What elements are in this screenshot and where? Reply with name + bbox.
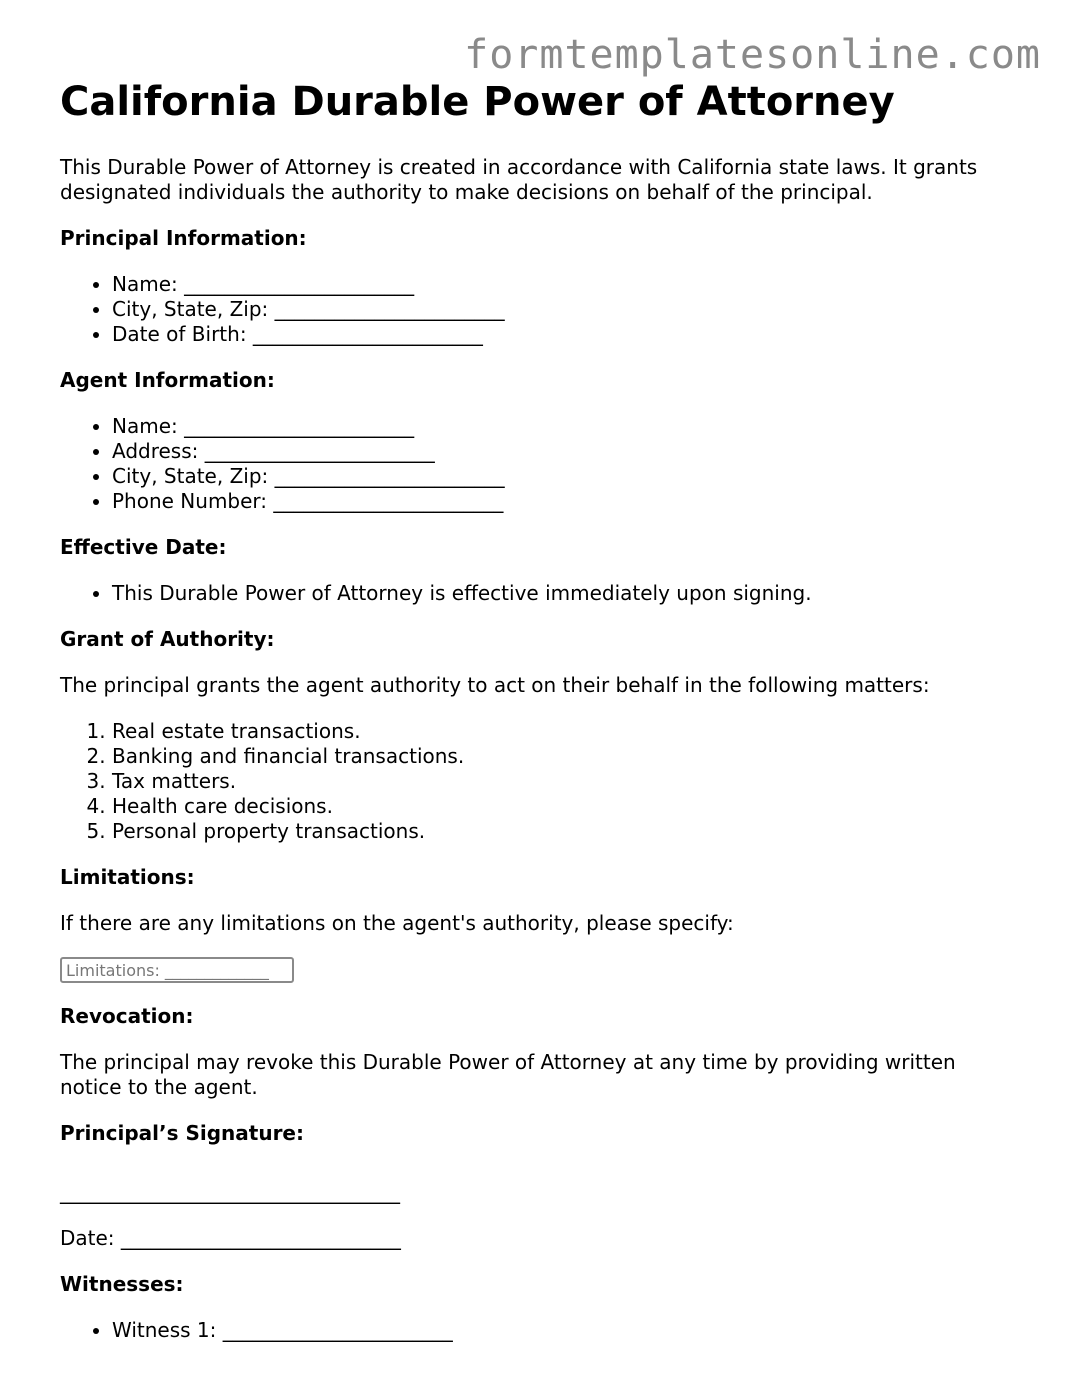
signature-date-line: Date: ____________________________: [60, 1226, 401, 1250]
list-item: • Address: _______________________: [112, 439, 1020, 464]
limitations-paragraph: If there are any limitations on the agent's authority, please specify:: [60, 911, 734, 935]
watermark: formtemplatesonline.com: [464, 32, 1041, 78]
revocation-paragraph: The principal may revoke this Durable Power of Attorney at any time by providing written notice to the agent.: [60, 1050, 956, 1099]
witnesses-heading: Witnesses:: [60, 1272, 184, 1296]
effective-list: [60, 581, 1020, 606]
grant-paragraph: The principal grants the agent authority to act on their behalf in the following matters:: [60, 673, 930, 697]
list-item: 5. Personal property transactions.: [112, 819, 1020, 844]
list-item: • City, State, Zip: _______________________: [112, 464, 1020, 489]
list-item: • This Durable Power of Attorney is effective immediately upon signing.: [112, 581, 1020, 606]
limitations-heading: Limitations:: [60, 865, 195, 889]
list-item: 2. Banking and financial transactions.: [112, 744, 1020, 769]
list-item: • City, State, Zip: _______________________: [112, 297, 1020, 322]
list-item: 3. Tax matters.: [112, 769, 1020, 794]
effective-date-heading: Effective Date:: [60, 535, 227, 559]
limitations-input[interactable]: [60, 957, 294, 983]
signature-heading: Principal’s Signature:: [60, 1121, 304, 1145]
principal-list: [60, 272, 1020, 347]
list-item: 4. Health care decisions.: [112, 794, 1020, 819]
list-item: • Name: _______________________: [112, 414, 1020, 439]
list-item: • Witness 1: _______________________: [112, 1318, 1020, 1343]
signature-line: __________________________________: [60, 1180, 400, 1204]
page-title: California Durable Power of Attorney: [60, 79, 895, 125]
intro-paragraph: This Durable Power of Attorney is created in accordance with California state laws. It grants designated individuals the authority to make decisions on behalf of the principal.: [60, 155, 978, 204]
principal-heading: Principal Information:: [60, 226, 307, 250]
list-item: • Name: _______________________: [112, 272, 1020, 297]
document: [60, 76, 1020, 1343]
list-item: • Phone Number: _______________________: [112, 489, 1020, 514]
witnesses-list: [60, 1318, 1020, 1343]
agent-heading: Agent Information:: [60, 368, 275, 392]
grant-list: [60, 719, 1020, 844]
grant-heading: Grant of Authority:: [60, 627, 275, 651]
list-item: • Date of Birth: _______________________: [112, 322, 1020, 347]
revocation-heading: Revocation:: [60, 1004, 194, 1028]
agent-list: [60, 414, 1020, 514]
list-item: 1. Real estate transactions.: [112, 719, 1020, 744]
